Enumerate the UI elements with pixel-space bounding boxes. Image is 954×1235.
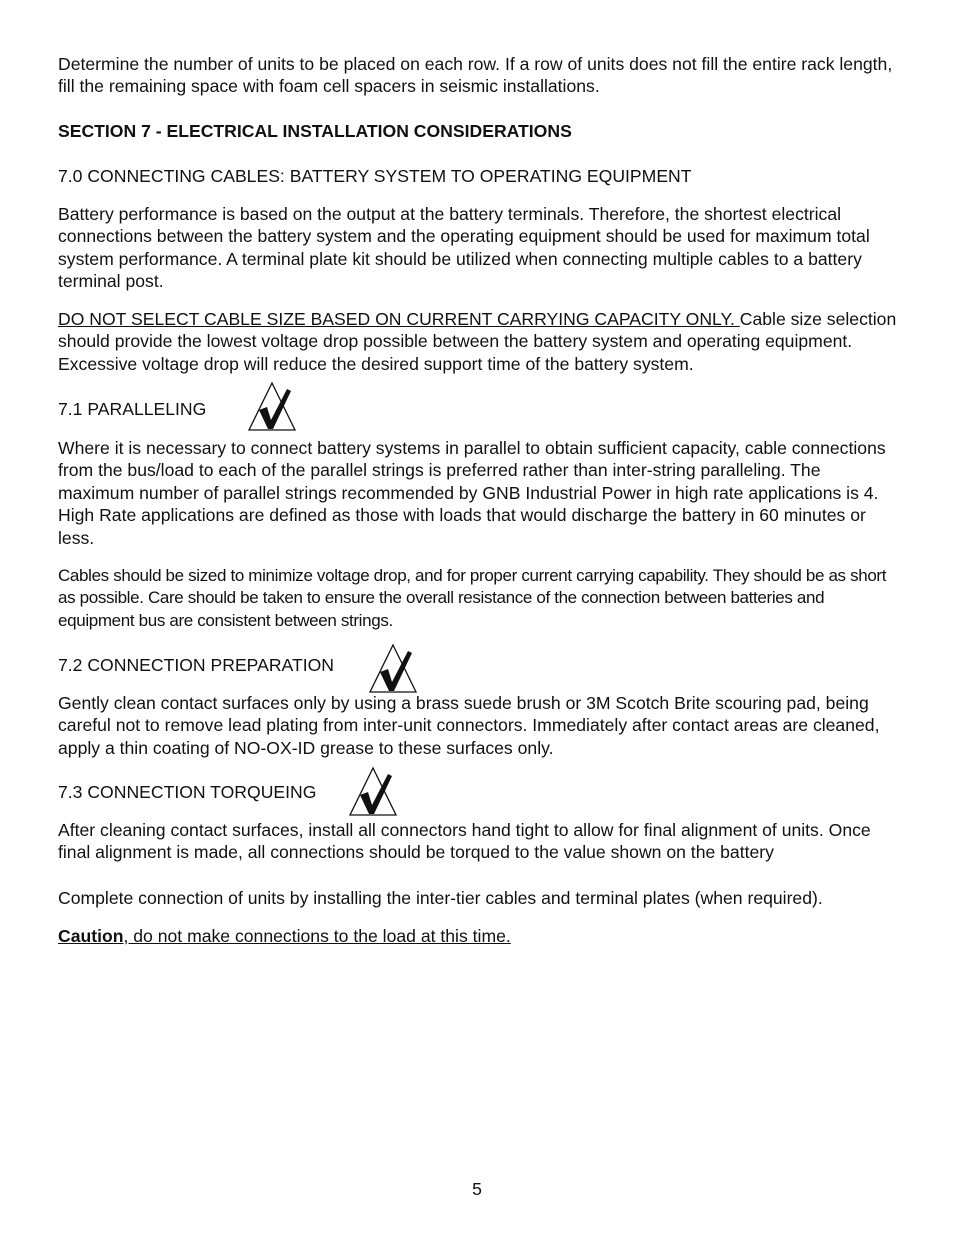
cable-size-warning: DO NOT SELECT CABLE SIZE BASED ON CURRENT CARRYING CAPACITY ONLY.: [58, 309, 740, 329]
heading-7-3: 7.3 CONNECTION TORQUEING: [58, 782, 317, 802]
heading-7-0: 7.0 CONNECTING CABLES: BATTERY SYSTEM TO OPERATING EQUIPMENT: [58, 166, 692, 186]
page-number: 5: [472, 1179, 482, 1199]
paragraph-7-1-cables: Cables should be sized to minimize voltage drop, and for proper current carrying capability. They should be as short as possible. Care should be taken to ensure the overall resistance of the connection between batteries and equipment bus are consistent between strings.: [58, 566, 887, 630]
caution-label: Caution: [58, 926, 124, 946]
heading-row-7-3: [58, 763, 458, 823]
heading-row-7-2: [58, 640, 458, 700]
section-title: SECTION 7 - ELECTRICAL INSTALLATION CONSIDERATIONS: [58, 121, 572, 141]
heading-row-7-1: [58, 380, 358, 440]
check-triangle-icon: [347, 765, 399, 817]
paragraph-7-0-performance: Battery performance is based on the output at the battery terminals. Therefore, the shortest electrical connections between the battery system and the operating equipment should be used for maximum total system performance. A terminal plate kit should be utilized when connecting multiple cables to a battery terminal post.: [58, 204, 870, 292]
caution-text: , do not make connections to the load at this time.: [123, 926, 511, 946]
intro-paragraph: Determine the number of units to be placed on each row. If a row of units does not fill the entire rack length, fill the remaining space with foam cell spacers in seismic installations.: [58, 54, 893, 97]
cable-size-guidance: Cable size selection should provide the lowest voltage drop possible between the battery system and operating equipment. Excessive voltage drop will reduce the desired support time of the battery system.: [58, 309, 897, 374]
paragraph-7-3-torqueing: After cleaning contact surfaces, install all connectors hand tight to allow for final alignment of units. Once final alignment is made, all connections should be torqued to the value shown on the battery: [58, 820, 871, 863]
paragraph-7-3-complete: Complete connection of units by installing the inter-tier cables and terminal plates (when required).: [58, 888, 823, 908]
heading-7-1: 7.1 PARALLELING: [58, 399, 207, 419]
paragraph-7-1-paralleling: Where it is necessary to connect battery systems in parallel to obtain sufficient capacity, cable connections from the bus/load to each of the parallel strings is preferred rather than inter-string paralleling. The maximum number of parallel strings recommended by GNB Industrial Power in high rate applications is 4. High Rate applications are defined as those with loads that would discharge the battery in 60 minutes or less.: [58, 438, 886, 548]
check-triangle-icon: [246, 380, 298, 432]
paragraph-7-0-cable-size: [58, 308, 900, 375]
check-triangle-icon: [367, 642, 419, 694]
caution-note: [58, 925, 900, 947]
paragraph-7-2-preparation: Gently clean contact surfaces only by using a brass suede brush or 3M Scotch Brite scouring pad, being careful not to remove lead plating from inter-unit connectors. Immediately after contact areas are cleaned, apply a thin coating of NO-OX-ID grease to these surfaces only.: [58, 693, 880, 758]
heading-7-2: 7.2 CONNECTION PREPARATION: [58, 655, 335, 675]
